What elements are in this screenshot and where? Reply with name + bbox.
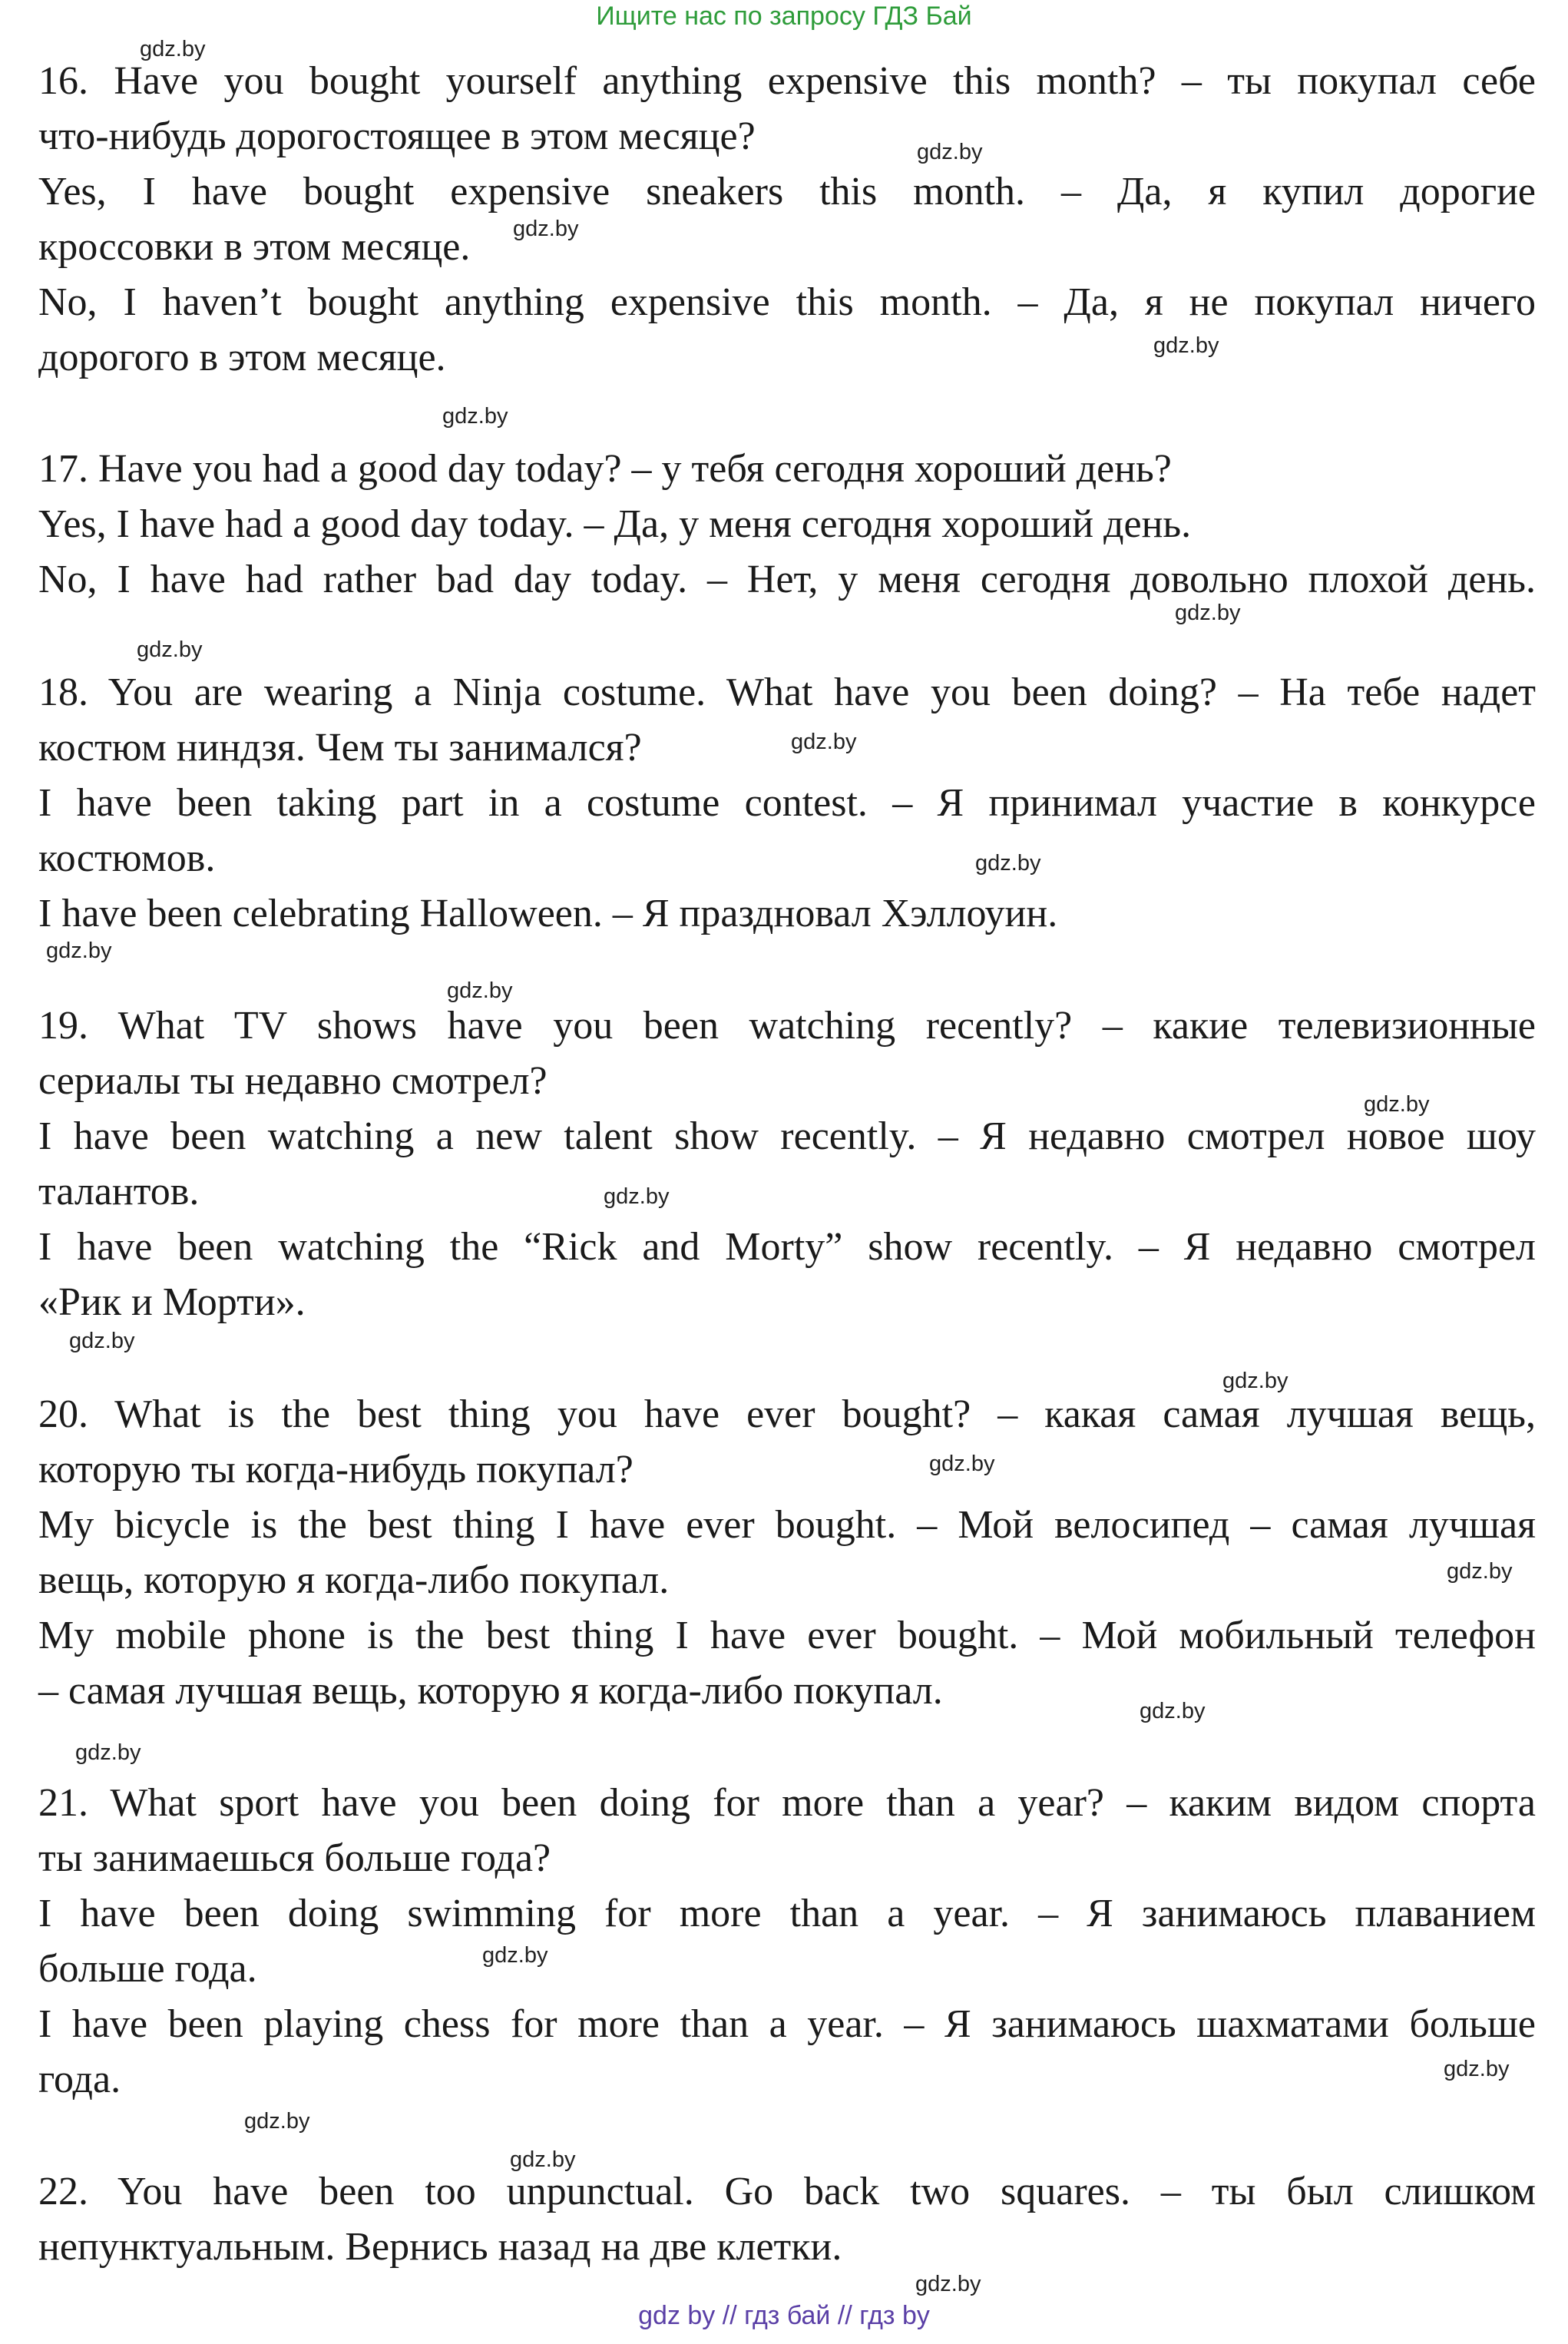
text-line: что-нибудь дорогостоящее в этом месяце? xyxy=(38,114,756,158)
watermark: gdz.by xyxy=(442,404,508,429)
watermark: gdz.by xyxy=(447,978,513,1003)
watermark: gdz.by xyxy=(1364,1092,1430,1117)
text-line: года. xyxy=(38,2058,121,2101)
text-line: 20. What is the best thing you have ever bought? – какая самая лучшая вещь, xyxy=(38,1392,1536,1436)
watermark: gdz.by xyxy=(510,2147,576,2172)
text-line: Yes, I have had a good day today. – Да, у меня сегодня хороший день. xyxy=(38,502,1192,546)
watermark: gdz.by xyxy=(915,2272,981,2296)
watermark: gdz.by xyxy=(140,37,206,61)
text-line: 21. What sport have you been doing for more than a year? – каким видом спорта xyxy=(38,1781,1536,1825)
watermark: gdz.by xyxy=(244,2109,310,2134)
text-line: костюм ниндзя. Чем ты занимался? xyxy=(38,726,642,770)
text-line: I have been playing chess for more than a year. – Я занимаюсь шахматами больше xyxy=(38,2002,1536,2046)
watermark: gdz.by xyxy=(137,637,203,662)
text-line: талантов. xyxy=(38,1170,200,1213)
text-line: 17. Have you had a good day today? – у тебя сегодня хороший день? xyxy=(38,447,1172,491)
text-line: костюмов. xyxy=(38,836,216,880)
text-line: I have been celebrating Halloween. – Я праздновал Хэллоуин. xyxy=(38,892,1058,935)
site-footer: gdz by // гдз бай // гдз by xyxy=(638,2301,930,2330)
text-line: непунктуальным. Вернись назад на две клетки. xyxy=(38,2225,842,2269)
text-line: вещь, которую я когда-либо покупал. xyxy=(38,1558,670,1602)
text-line: сериалы ты недавно смотрел? xyxy=(38,1059,547,1103)
text-line: I have been taking part in a costume contest. – Я принимал участие в конкурсе xyxy=(38,781,1536,825)
text-line: No, I have had rather bad day today. – Нет, у меня сегодня довольно плохой день. xyxy=(38,558,1536,601)
text-line: No, I haven’t bought anything expensive this month. – Да, я не покупал ничего xyxy=(38,280,1536,324)
text-line: дорогого в этом месяце. xyxy=(38,336,446,379)
text-line: «Рик и Морти». xyxy=(38,1280,306,1324)
watermark: gdz.by xyxy=(75,1740,141,1765)
text-line: I have been doing swimming for more than a year. – Я занимаюсь плаванием xyxy=(38,1892,1536,1935)
watermark: gdz.by xyxy=(1175,601,1241,625)
watermark: gdz.by xyxy=(482,1943,548,1968)
text-line: – самая лучшая вещь, которую я когда-либо покупал. xyxy=(38,1669,943,1713)
watermark: gdz.by xyxy=(604,1184,670,1209)
watermark: gdz.by xyxy=(1140,1699,1206,1723)
text-line: 19. What TV shows have you been watching recently? – какие телевизионные xyxy=(38,1004,1536,1048)
watermark: gdz.by xyxy=(513,217,579,241)
text-line: которую ты когда-нибудь покупал? xyxy=(38,1448,633,1491)
watermark: gdz.by xyxy=(1447,1559,1513,1584)
watermark: gdz.by xyxy=(1222,1369,1288,1393)
watermark: gdz.by xyxy=(1444,2057,1510,2081)
watermark: gdz.by xyxy=(929,1452,995,1476)
watermark: gdz.by xyxy=(46,939,112,963)
text-line: My mobile phone is the best thing I have ever bought. – Мой мобильный телефон xyxy=(38,1614,1536,1657)
text-line: больше года. xyxy=(38,1947,257,1991)
text-line: 22. You have been too unpunctual. Go back two squares. – ты был слишком xyxy=(38,2170,1536,2213)
search-hint-header: Ищите нас по запросу ГДЗ Бай xyxy=(596,2,972,31)
text-line: Yes, I have bought expensive sneakers this month. – Да, я купил дорогие xyxy=(38,170,1536,214)
watermark: gdz.by xyxy=(69,1329,135,1353)
text-line: I have been watching the “Rick and Morty” show recently. – Я недавно смотрел xyxy=(38,1225,1536,1269)
watermark: gdz.by xyxy=(791,730,857,754)
text-line: ты занимаешься больше года? xyxy=(38,1836,551,1880)
watermark: gdz.by xyxy=(917,140,983,164)
watermark: gdz.by xyxy=(1153,333,1219,358)
text-line: My bicycle is the best thing I have ever bought. – Мой велосипед – самая лучшая xyxy=(38,1503,1536,1547)
text-line: I have been watching a new talent show recently. – Я недавно смотрел новое шоу xyxy=(38,1114,1536,1158)
text-line: кроссовки в этом месяце. xyxy=(38,225,471,269)
text-line: 18. You are wearing a Ninja costume. What have you been doing? – На тебе надет xyxy=(38,670,1536,714)
text-line: 16. Have you bought yourself anything expensive this month? – ты покупал себе xyxy=(38,59,1536,103)
watermark: gdz.by xyxy=(975,851,1041,876)
